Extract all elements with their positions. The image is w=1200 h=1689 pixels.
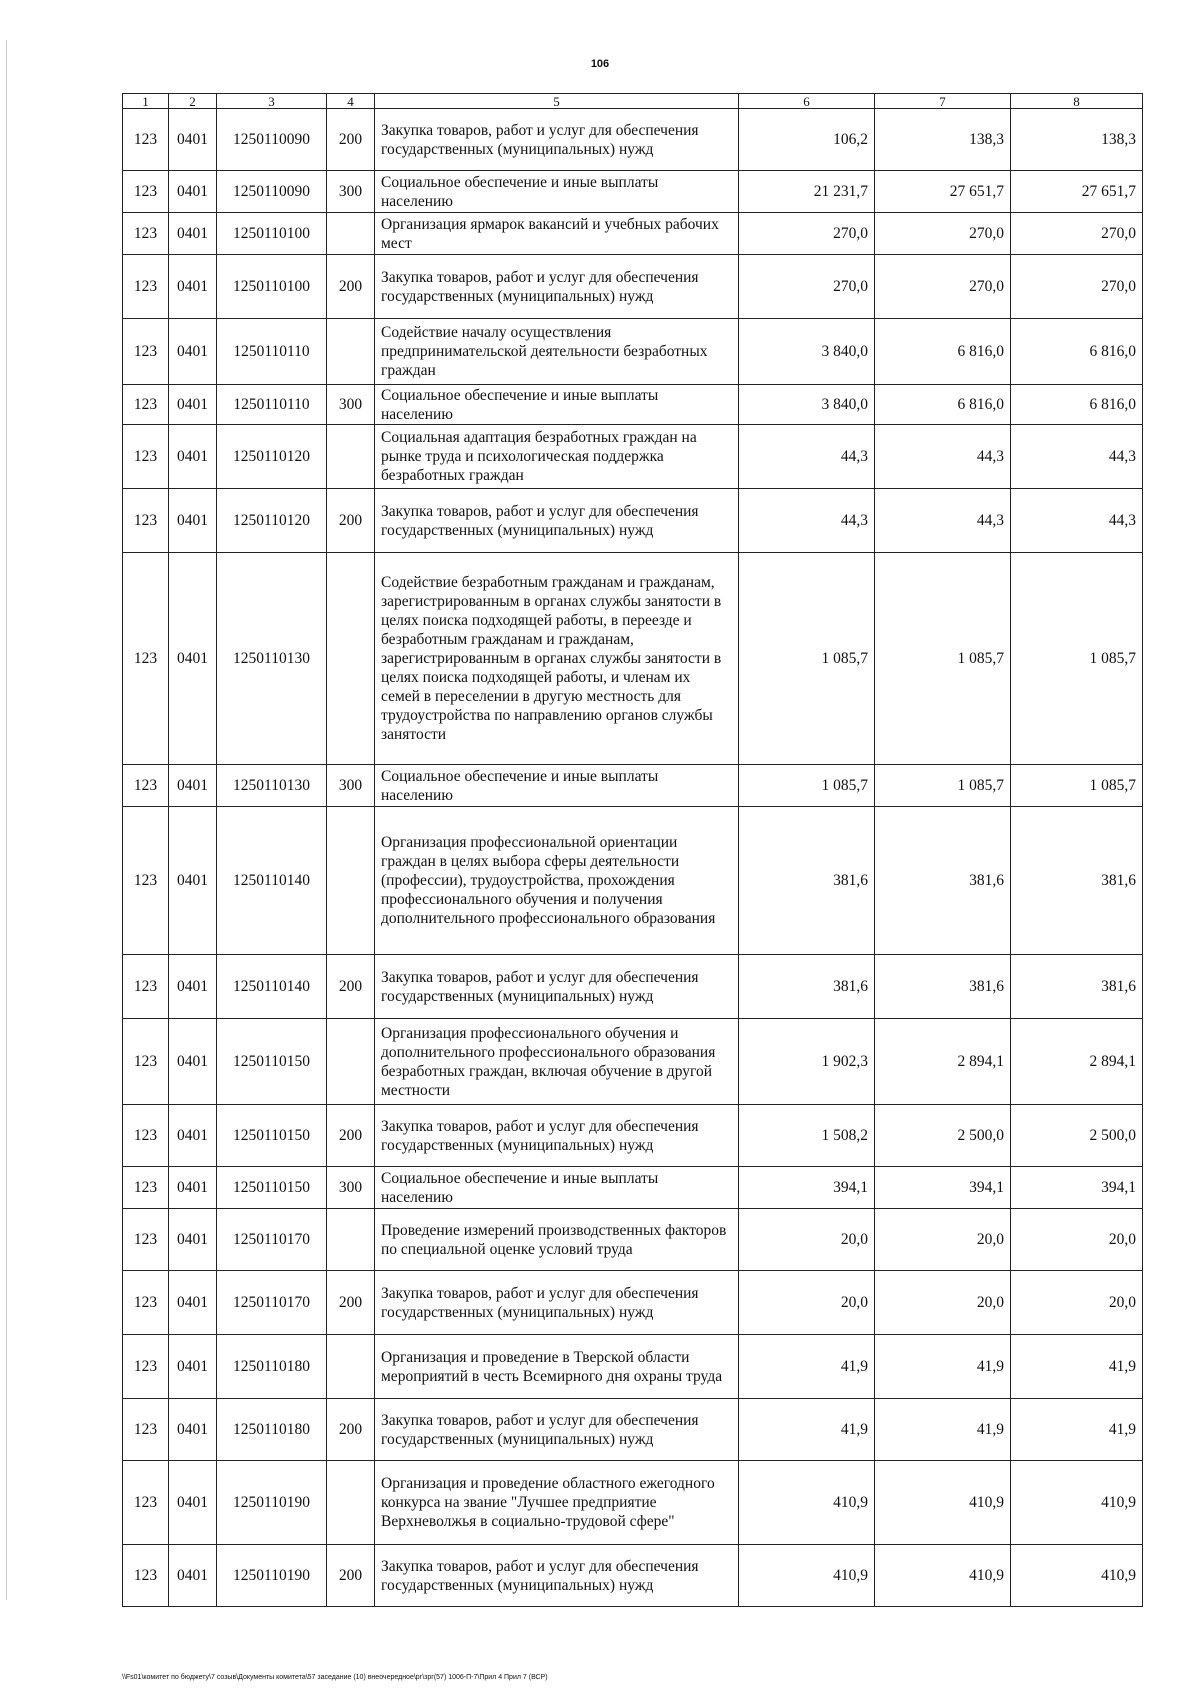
section-code-cell: 0401 [169, 255, 217, 319]
section-code-cell: 0401 [169, 765, 217, 807]
expense-type-cell: 200 [327, 255, 375, 319]
section-code-cell: 0401 [169, 109, 217, 171]
table-row [123, 1271, 1143, 1335]
expense-type-cell: 200 [327, 955, 375, 1019]
admin-code-cell: 123 [123, 385, 169, 425]
description-cell: Организация профессионального обучения и дополнительного профессионального образования безработных граждан, включая обучение в другой местности [375, 1019, 739, 1105]
section-code-cell: 0401 [169, 1335, 217, 1399]
amount-year3-cell: 138,3 [1011, 109, 1143, 171]
amount-year3-cell: 1 085,7 [1011, 765, 1143, 807]
section-code-cell: 0401 [169, 955, 217, 1019]
description-cell: Организация и проведение областного ежегодного конкурса на звание "Лучшее предприятие Верхневолжья в социально-трудовой сфере" [375, 1461, 739, 1545]
amount-year2-cell: 41,9 [875, 1335, 1011, 1399]
admin-code-cell: 123 [123, 1019, 169, 1105]
page-number: 106 [590, 58, 610, 70]
expense-type-cell: 200 [327, 1105, 375, 1167]
admin-code-cell: 123 [123, 1271, 169, 1335]
expense-type-cell: 200 [327, 1399, 375, 1461]
section-code-cell: 0401 [169, 1209, 217, 1271]
amount-year3-cell: 6 816,0 [1011, 385, 1143, 425]
admin-code-cell: 123 [123, 1461, 169, 1545]
column-header: 4 [327, 94, 375, 109]
table-row [123, 955, 1143, 1019]
admin-code-cell: 123 [123, 213, 169, 255]
amount-year1-cell: 394,1 [739, 1167, 875, 1209]
table-row [123, 765, 1143, 807]
amount-year1-cell: 381,6 [739, 807, 875, 955]
amount-year3-cell: 6 816,0 [1011, 319, 1143, 385]
target-article-cell: 1250110190 [217, 1545, 327, 1607]
admin-code-cell: 123 [123, 765, 169, 807]
expense-type-cell [327, 425, 375, 489]
admin-code-cell: 123 [123, 1209, 169, 1271]
expense-type-cell: 300 [327, 1167, 375, 1209]
expense-type-cell: 200 [327, 1545, 375, 1607]
amount-year3-cell: 2 500,0 [1011, 1105, 1143, 1167]
target-article-cell: 1250110130 [217, 553, 327, 765]
amount-year1-cell: 106,2 [739, 109, 875, 171]
section-code-cell: 0401 [169, 319, 217, 385]
amount-year2-cell: 20,0 [875, 1209, 1011, 1271]
description-cell: Закупка товаров, работ и услуг для обеспечения государственных (муниципальных) нужд [375, 1271, 739, 1335]
amount-year1-cell: 3 840,0 [739, 385, 875, 425]
amount-year1-cell: 41,9 [739, 1335, 875, 1399]
admin-code-cell: 123 [123, 319, 169, 385]
amount-year1-cell: 41,9 [739, 1399, 875, 1461]
section-code-cell: 0401 [169, 385, 217, 425]
section-code-cell: 0401 [169, 171, 217, 213]
amount-year3-cell: 41,9 [1011, 1335, 1143, 1399]
table-row [123, 1461, 1143, 1545]
admin-code-cell: 123 [123, 171, 169, 213]
table-row [123, 1105, 1143, 1167]
section-code-cell: 0401 [169, 1545, 217, 1607]
table-row [123, 1167, 1143, 1209]
expense-type-cell [327, 553, 375, 765]
target-article-cell: 1250110170 [217, 1271, 327, 1335]
amount-year2-cell: 394,1 [875, 1167, 1011, 1209]
amount-year2-cell: 41,9 [875, 1399, 1011, 1461]
expense-type-cell [327, 1209, 375, 1271]
admin-code-cell: 123 [123, 489, 169, 553]
description-cell: Социальная адаптация безработных граждан на рынке труда и психологическая поддержка безработных граждан [375, 425, 739, 489]
amount-year3-cell: 44,3 [1011, 425, 1143, 489]
amount-year2-cell: 6 816,0 [875, 385, 1011, 425]
description-cell: Закупка товаров, работ и услуг для обеспечения государственных (муниципальных) нужд [375, 489, 739, 553]
admin-code-cell: 123 [123, 807, 169, 955]
description-cell: Закупка товаров, работ и услуг для обеспечения государственных (муниципальных) нужд [375, 955, 739, 1019]
amount-year2-cell: 410,9 [875, 1545, 1011, 1607]
amount-year1-cell: 20,0 [739, 1209, 875, 1271]
amount-year3-cell: 394,1 [1011, 1167, 1143, 1209]
amount-year2-cell: 44,3 [875, 425, 1011, 489]
section-code-cell: 0401 [169, 1019, 217, 1105]
amount-year2-cell: 2 500,0 [875, 1105, 1011, 1167]
expense-type-cell [327, 807, 375, 955]
column-header: 3 [217, 94, 327, 109]
description-cell: Социальное обеспечение и иные выплаты населению [375, 171, 739, 213]
description-cell: Организация и проведение в Тверской области мероприятий в честь Всемирного дня охраны труда [375, 1335, 739, 1399]
target-article-cell: 1250110140 [217, 807, 327, 955]
amount-year3-cell: 20,0 [1011, 1209, 1143, 1271]
section-code-cell: 0401 [169, 489, 217, 553]
expense-type-cell [327, 1461, 375, 1545]
amount-year2-cell: 20,0 [875, 1271, 1011, 1335]
description-cell: Социальное обеспечение и иные выплаты населению [375, 765, 739, 807]
table-row [123, 1545, 1143, 1607]
target-article-cell: 1250110140 [217, 955, 327, 1019]
column-header: 7 [875, 94, 1011, 109]
amount-year3-cell: 44,3 [1011, 489, 1143, 553]
expense-type-cell [327, 319, 375, 385]
expense-type-cell: 200 [327, 489, 375, 553]
admin-code-cell: 123 [123, 1335, 169, 1399]
column-header: 1 [123, 94, 169, 109]
amount-year1-cell: 1 085,7 [739, 765, 875, 807]
amount-year3-cell: 20,0 [1011, 1271, 1143, 1335]
table-row [123, 425, 1143, 489]
description-cell: Организация профессиональной ориентации граждан в целях выбора сферы деятельности (профессии), трудоустройства, прохождения профессионального обучения и получения дополнительного профессионального образования [375, 807, 739, 955]
column-header: 5 [375, 94, 739, 109]
amount-year1-cell: 21 231,7 [739, 171, 875, 213]
description-cell: Закупка товаров, работ и услуг для обеспечения государственных (муниципальных) нужд [375, 109, 739, 171]
expense-type-cell [327, 213, 375, 255]
table-row [123, 171, 1143, 213]
amount-year2-cell: 270,0 [875, 255, 1011, 319]
amount-year3-cell: 270,0 [1011, 213, 1143, 255]
description-cell: Социальное обеспечение и иные выплаты населению [375, 1167, 739, 1209]
amount-year3-cell: 27 651,7 [1011, 171, 1143, 213]
table-row [123, 1399, 1143, 1461]
amount-year2-cell: 138,3 [875, 109, 1011, 171]
amount-year3-cell: 381,6 [1011, 807, 1143, 955]
admin-code-cell: 123 [123, 1105, 169, 1167]
target-article-cell: 1250110130 [217, 765, 327, 807]
section-code-cell: 0401 [169, 807, 217, 955]
section-code-cell: 0401 [169, 425, 217, 489]
target-article-cell: 1250110100 [217, 213, 327, 255]
admin-code-cell: 123 [123, 1545, 169, 1607]
amount-year3-cell: 1 085,7 [1011, 553, 1143, 765]
column-header: 6 [739, 94, 875, 109]
table-row [123, 1019, 1143, 1105]
description-cell: Закупка товаров, работ и услуг для обеспечения государственных (муниципальных) нужд [375, 1399, 739, 1461]
expense-type-cell [327, 1019, 375, 1105]
target-article-cell: 1250110090 [217, 171, 327, 213]
amount-year2-cell: 381,6 [875, 955, 1011, 1019]
section-code-cell: 0401 [169, 1399, 217, 1461]
amount-year2-cell: 381,6 [875, 807, 1011, 955]
table-row [123, 385, 1143, 425]
amount-year1-cell: 270,0 [739, 255, 875, 319]
section-code-cell: 0401 [169, 1167, 217, 1209]
target-article-cell: 1250110150 [217, 1167, 327, 1209]
amount-year2-cell: 270,0 [875, 213, 1011, 255]
amount-year2-cell: 27 651,7 [875, 171, 1011, 213]
expense-type-cell: 300 [327, 171, 375, 213]
table-row [123, 319, 1143, 385]
amount-year3-cell: 410,9 [1011, 1461, 1143, 1545]
expense-type-cell: 200 [327, 1271, 375, 1335]
column-number-row [123, 94, 1143, 109]
section-code-cell: 0401 [169, 213, 217, 255]
target-article-cell: 1250110090 [217, 109, 327, 171]
table-row [123, 213, 1143, 255]
amount-year1-cell: 1 508,2 [739, 1105, 875, 1167]
amount-year3-cell: 270,0 [1011, 255, 1143, 319]
section-code-cell: 0401 [169, 553, 217, 765]
amount-year3-cell: 2 894,1 [1011, 1019, 1143, 1105]
description-cell: Содействие началу осуществления предпринимательской деятельности безработных граждан [375, 319, 739, 385]
expense-type-cell: 300 [327, 765, 375, 807]
expense-type-cell [327, 1335, 375, 1399]
amount-year2-cell: 1 085,7 [875, 765, 1011, 807]
target-article-cell: 1250110180 [217, 1399, 327, 1461]
expense-type-cell: 300 [327, 385, 375, 425]
amount-year1-cell: 3 840,0 [739, 319, 875, 385]
admin-code-cell: 123 [123, 425, 169, 489]
section-code-cell: 0401 [169, 1271, 217, 1335]
section-code-cell: 0401 [169, 1105, 217, 1167]
table-row [123, 807, 1143, 955]
amount-year2-cell: 44,3 [875, 489, 1011, 553]
table-row [123, 109, 1143, 171]
description-cell: Социальное обеспечение и иные выплаты населению [375, 385, 739, 425]
expense-type-cell: 200 [327, 109, 375, 171]
amount-year1-cell: 20,0 [739, 1271, 875, 1335]
description-cell: Закупка товаров, работ и услуг для обеспечения государственных (муниципальных) нужд [375, 1105, 739, 1167]
budget-table [122, 93, 1143, 1607]
table-row [123, 1335, 1143, 1399]
target-article-cell: 1250110170 [217, 1209, 327, 1271]
description-cell: Организация ярмарок вакансий и учебных рабочих мест [375, 213, 739, 255]
admin-code-cell: 123 [123, 109, 169, 171]
table-row [123, 1209, 1143, 1271]
target-article-cell: 1250110150 [217, 1019, 327, 1105]
target-article-cell: 1250110150 [217, 1105, 327, 1167]
amount-year3-cell: 381,6 [1011, 955, 1143, 1019]
amount-year2-cell: 6 816,0 [875, 319, 1011, 385]
amount-year1-cell: 410,9 [739, 1545, 875, 1607]
target-article-cell: 1250110110 [217, 319, 327, 385]
amount-year3-cell: 41,9 [1011, 1399, 1143, 1461]
footer-file-path: \\Fs01\комитет по бюджету\7 созыв\Документы комитета\57 заседание (10) внеочередное\рг\зрг(57) 1006-П-7\Прил 4 Прил 7 (ВСР) [122, 1674, 548, 1681]
table-row [123, 553, 1143, 765]
description-cell: Проведение измерений производственных факторов по специальной оценке условий труда [375, 1209, 739, 1271]
amount-year1-cell: 1 085,7 [739, 553, 875, 765]
admin-code-cell: 123 [123, 1167, 169, 1209]
section-code-cell: 0401 [169, 1461, 217, 1545]
scan-edge-line [6, 40, 7, 1600]
description-cell: Закупка товаров, работ и услуг для обеспечения государственных (муниципальных) нужд [375, 255, 739, 319]
target-article-cell: 1250110100 [217, 255, 327, 319]
amount-year1-cell: 44,3 [739, 425, 875, 489]
admin-code-cell: 123 [123, 955, 169, 1019]
target-article-cell: 1250110180 [217, 1335, 327, 1399]
target-article-cell: 1250110120 [217, 425, 327, 489]
amount-year2-cell: 2 894,1 [875, 1019, 1011, 1105]
target-article-cell: 1250110190 [217, 1461, 327, 1545]
amount-year1-cell: 381,6 [739, 955, 875, 1019]
table-row [123, 255, 1143, 319]
amount-year1-cell: 44,3 [739, 489, 875, 553]
table-row [123, 489, 1143, 553]
target-article-cell: 1250110110 [217, 385, 327, 425]
column-header: 8 [1011, 94, 1143, 109]
amount-year3-cell: 410,9 [1011, 1545, 1143, 1607]
amount-year1-cell: 270,0 [739, 213, 875, 255]
description-cell: Закупка товаров, работ и услуг для обеспечения государственных (муниципальных) нужд [375, 1545, 739, 1607]
admin-code-cell: 123 [123, 255, 169, 319]
amount-year2-cell: 410,9 [875, 1461, 1011, 1545]
amount-year2-cell: 1 085,7 [875, 553, 1011, 765]
amount-year1-cell: 410,9 [739, 1461, 875, 1545]
admin-code-cell: 123 [123, 553, 169, 765]
admin-code-cell: 123 [123, 1399, 169, 1461]
column-header: 2 [169, 94, 217, 109]
target-article-cell: 1250110120 [217, 489, 327, 553]
amount-year1-cell: 1 902,3 [739, 1019, 875, 1105]
description-cell: Содействие безработным гражданам и гражданам, зарегистрированным в органах службы занятости в целях поиска подходящей работы, в переезде и безработным гражданам и гражданам, зарегистрированным в органах службы занятости в целях поиска подходящей работы, и членам их семей в переселении в другую местность для трудоустройства по направлению органов службы занятости [375, 553, 739, 765]
